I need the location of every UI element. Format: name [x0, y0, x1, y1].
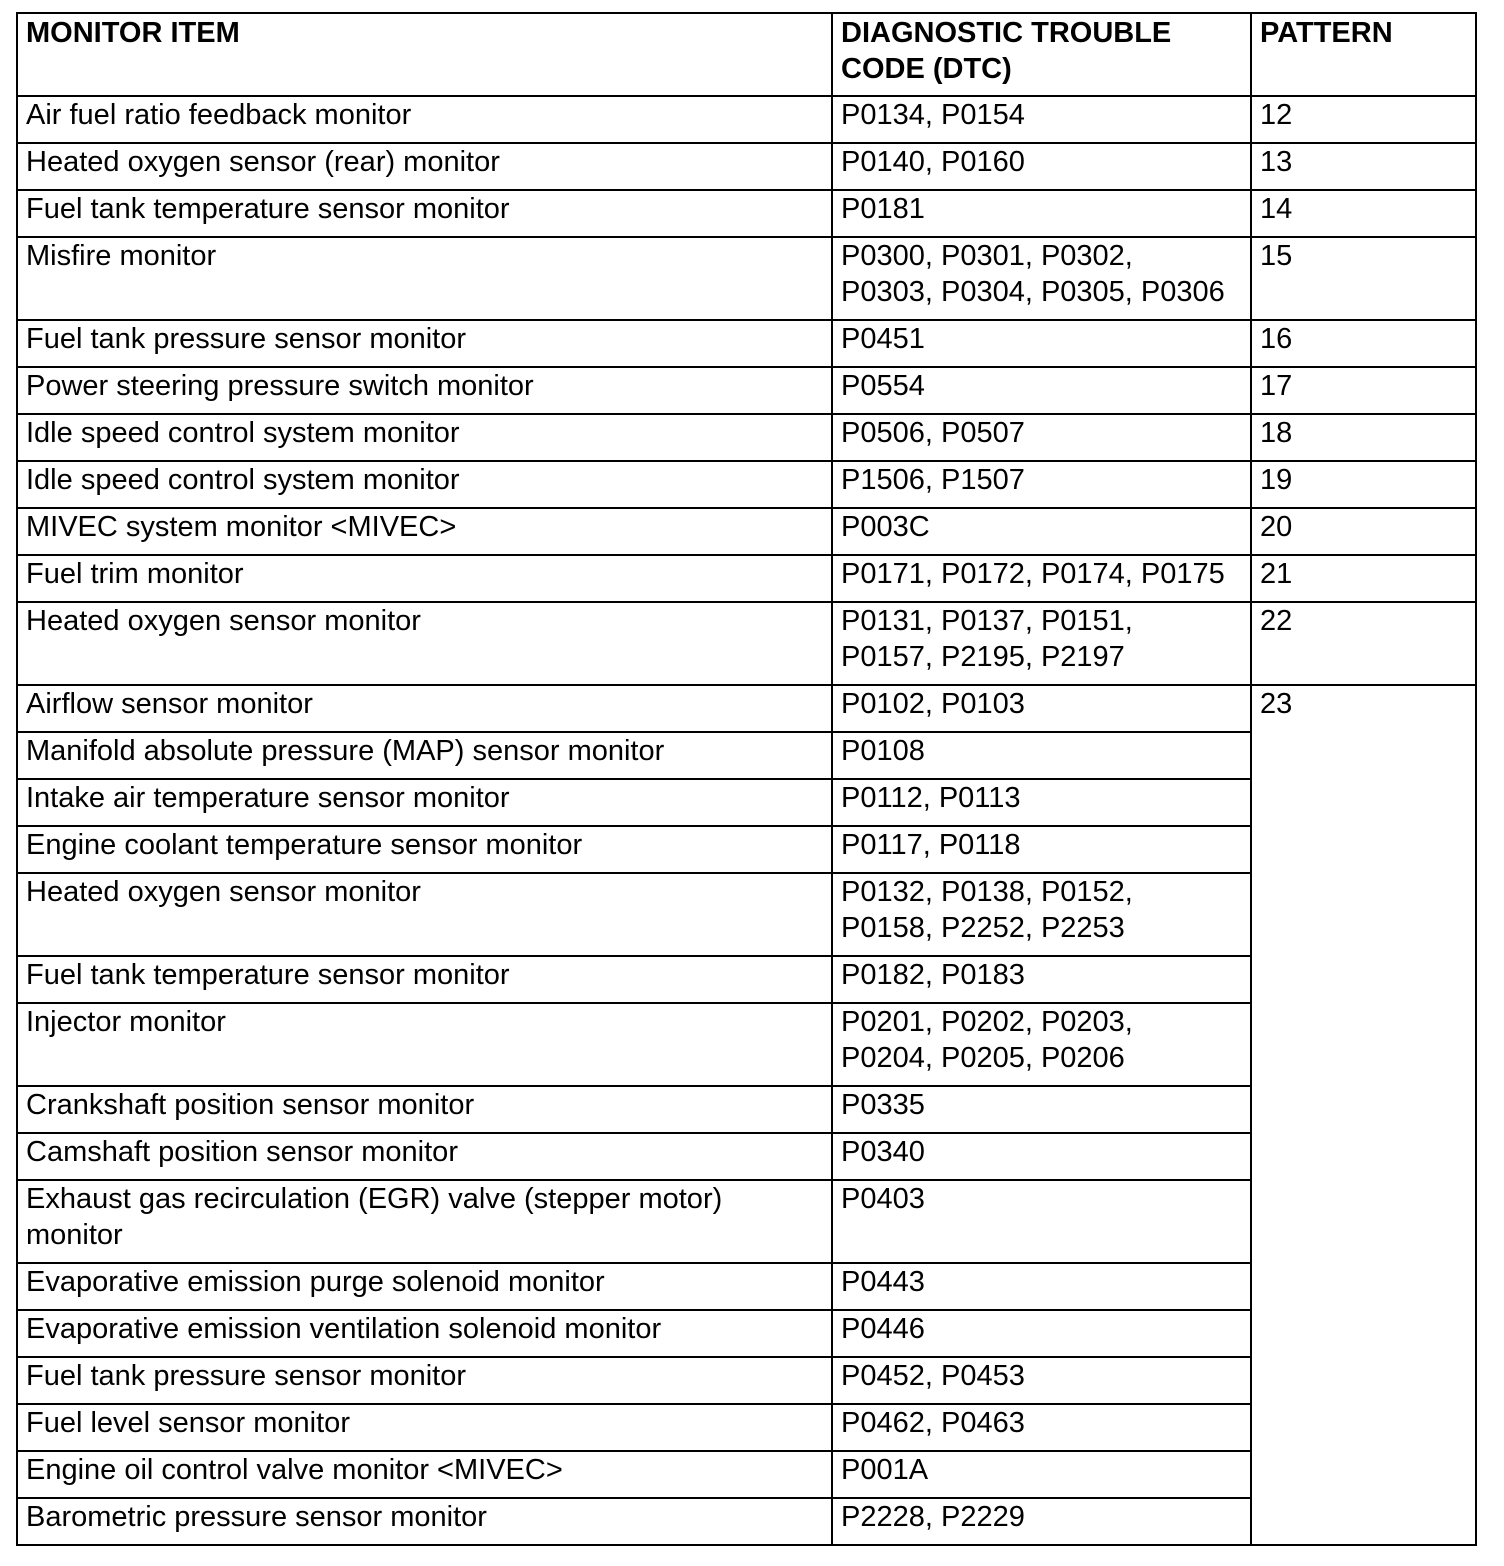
pattern-cell: 19 — [1251, 461, 1476, 508]
dtc-cell: P0452, P0453 — [832, 1357, 1251, 1404]
dtc-cell: P0443 — [832, 1263, 1251, 1310]
monitor-item-cell: Idle speed control system monitor — [17, 414, 832, 461]
table-row — [17, 685, 1476, 732]
monitor-item-cell: Fuel tank pressure sensor monitor — [17, 1357, 832, 1404]
monitor-item-cell: Fuel tank temperature sensor monitor — [17, 956, 832, 1003]
monitor-item-cell: Misfire monitor — [17, 237, 832, 320]
table-row — [17, 237, 1476, 320]
header-dtc: DIAGNOSTIC TROUBLE CODE (DTC) — [832, 13, 1251, 96]
dtc-cell: P0462, P0463 — [832, 1404, 1251, 1451]
monitor-item-cell: Injector monitor — [17, 1003, 832, 1086]
monitor-item-cell: Heated oxygen sensor monitor — [17, 873, 832, 956]
table-row — [17, 508, 1476, 555]
monitor-item-cell: Heated oxygen sensor (rear) monitor — [17, 143, 832, 190]
header-monitor-item: MONITOR ITEM — [17, 13, 832, 96]
monitor-item-cell: Evaporative emission purge solenoid monitor — [17, 1263, 832, 1310]
dtc-cell: P0171, P0172, P0174, P0175 — [832, 555, 1251, 602]
monitor-item-cell: Engine coolant temperature sensor monitor — [17, 826, 832, 873]
monitor-item-cell: Airflow sensor monitor — [17, 685, 832, 732]
pattern-cell: 12 — [1251, 96, 1476, 143]
dtc-cell: P0446 — [832, 1310, 1251, 1357]
pattern-cell: 16 — [1251, 320, 1476, 367]
dtc-cell: P0335 — [832, 1086, 1251, 1133]
monitor-item-cell: Exhaust gas recirculation (EGR) valve (stepper motor) monitor — [17, 1180, 832, 1263]
pattern-cell: 22 — [1251, 602, 1476, 685]
table-row — [17, 461, 1476, 508]
table-row — [17, 96, 1476, 143]
monitor-item-cell: MIVEC system monitor <MIVEC> — [17, 508, 832, 555]
dtc-cell: P0182, P0183 — [832, 956, 1251, 1003]
pattern-cell: 20 — [1251, 508, 1476, 555]
monitor-item-cell: Manifold absolute pressure (MAP) sensor monitor — [17, 732, 832, 779]
dtc-cell: P0554 — [832, 367, 1251, 414]
monitor-item-cell: Intake air temperature sensor monitor — [17, 779, 832, 826]
monitor-dtc-table — [16, 12, 1477, 1546]
dtc-cell: P0140, P0160 — [832, 143, 1251, 190]
dtc-cell: P0340 — [832, 1133, 1251, 1180]
dtc-cell: P1506, P1507 — [832, 461, 1251, 508]
pattern-cell: 21 — [1251, 555, 1476, 602]
dtc-cell: P0201, P0202, P0203, P0204, P0205, P0206 — [832, 1003, 1251, 1086]
dtc-cell: P0112, P0113 — [832, 779, 1251, 826]
dtc-cell: P0108 — [832, 732, 1251, 779]
monitor-item-cell: Air fuel ratio feedback monitor — [17, 96, 832, 143]
dtc-cell: P0181 — [832, 190, 1251, 237]
pattern-cell: 18 — [1251, 414, 1476, 461]
monitor-item-cell: Crankshaft position sensor monitor — [17, 1086, 832, 1133]
monitor-item-cell: Engine oil control valve monitor <MIVEC> — [17, 1451, 832, 1498]
table-header-row — [17, 13, 1476, 96]
monitor-item-cell: Fuel tank pressure sensor monitor — [17, 320, 832, 367]
pattern-cell: 13 — [1251, 143, 1476, 190]
monitor-item-cell: Fuel tank temperature sensor monitor — [17, 190, 832, 237]
dtc-cell: P0131, P0137, P0151, P0157, P2195, P2197 — [832, 602, 1251, 685]
dtc-cell: P0102, P0103 — [832, 685, 1251, 732]
dtc-cell: P001A — [832, 1451, 1251, 1498]
monitor-item-cell: Barometric pressure sensor monitor — [17, 1498, 832, 1545]
monitor-item-cell: Power steering pressure switch monitor — [17, 367, 832, 414]
dtc-cell: P0451 — [832, 320, 1251, 367]
monitor-item-cell: Camshaft position sensor monitor — [17, 1133, 832, 1180]
monitor-item-cell: Idle speed control system monitor — [17, 461, 832, 508]
table-row — [17, 602, 1476, 685]
monitor-item-cell: Fuel trim monitor — [17, 555, 832, 602]
pattern-cell: 14 — [1251, 190, 1476, 237]
table-row — [17, 143, 1476, 190]
dtc-cell: P2228, P2229 — [832, 1498, 1251, 1545]
dtc-cell: P0300, P0301, P0302, P0303, P0304, P0305, P0306 — [832, 237, 1251, 320]
table-row — [17, 555, 1476, 602]
dtc-cell: P003C — [832, 508, 1251, 555]
monitor-item-cell: Evaporative emission ventilation solenoid monitor — [17, 1310, 832, 1357]
dtc-cell: P0506, P0507 — [832, 414, 1251, 461]
table-row — [17, 320, 1476, 367]
dtc-cell: P0134, P0154 — [832, 96, 1251, 143]
header-pattern: PATTERN — [1251, 13, 1476, 96]
pattern-cell: 15 — [1251, 237, 1476, 320]
dtc-cell: P0117, P0118 — [832, 826, 1251, 873]
pattern-cell: 17 — [1251, 367, 1476, 414]
table-row — [17, 190, 1476, 237]
pattern-cell: 23 — [1251, 685, 1476, 1545]
monitor-item-cell: Fuel level sensor monitor — [17, 1404, 832, 1451]
table-row — [17, 367, 1476, 414]
table-row — [17, 414, 1476, 461]
dtc-cell: P0403 — [832, 1180, 1251, 1263]
dtc-cell: P0132, P0138, P0152, P0158, P2252, P2253 — [832, 873, 1251, 956]
monitor-item-cell: Heated oxygen sensor monitor — [17, 602, 832, 685]
